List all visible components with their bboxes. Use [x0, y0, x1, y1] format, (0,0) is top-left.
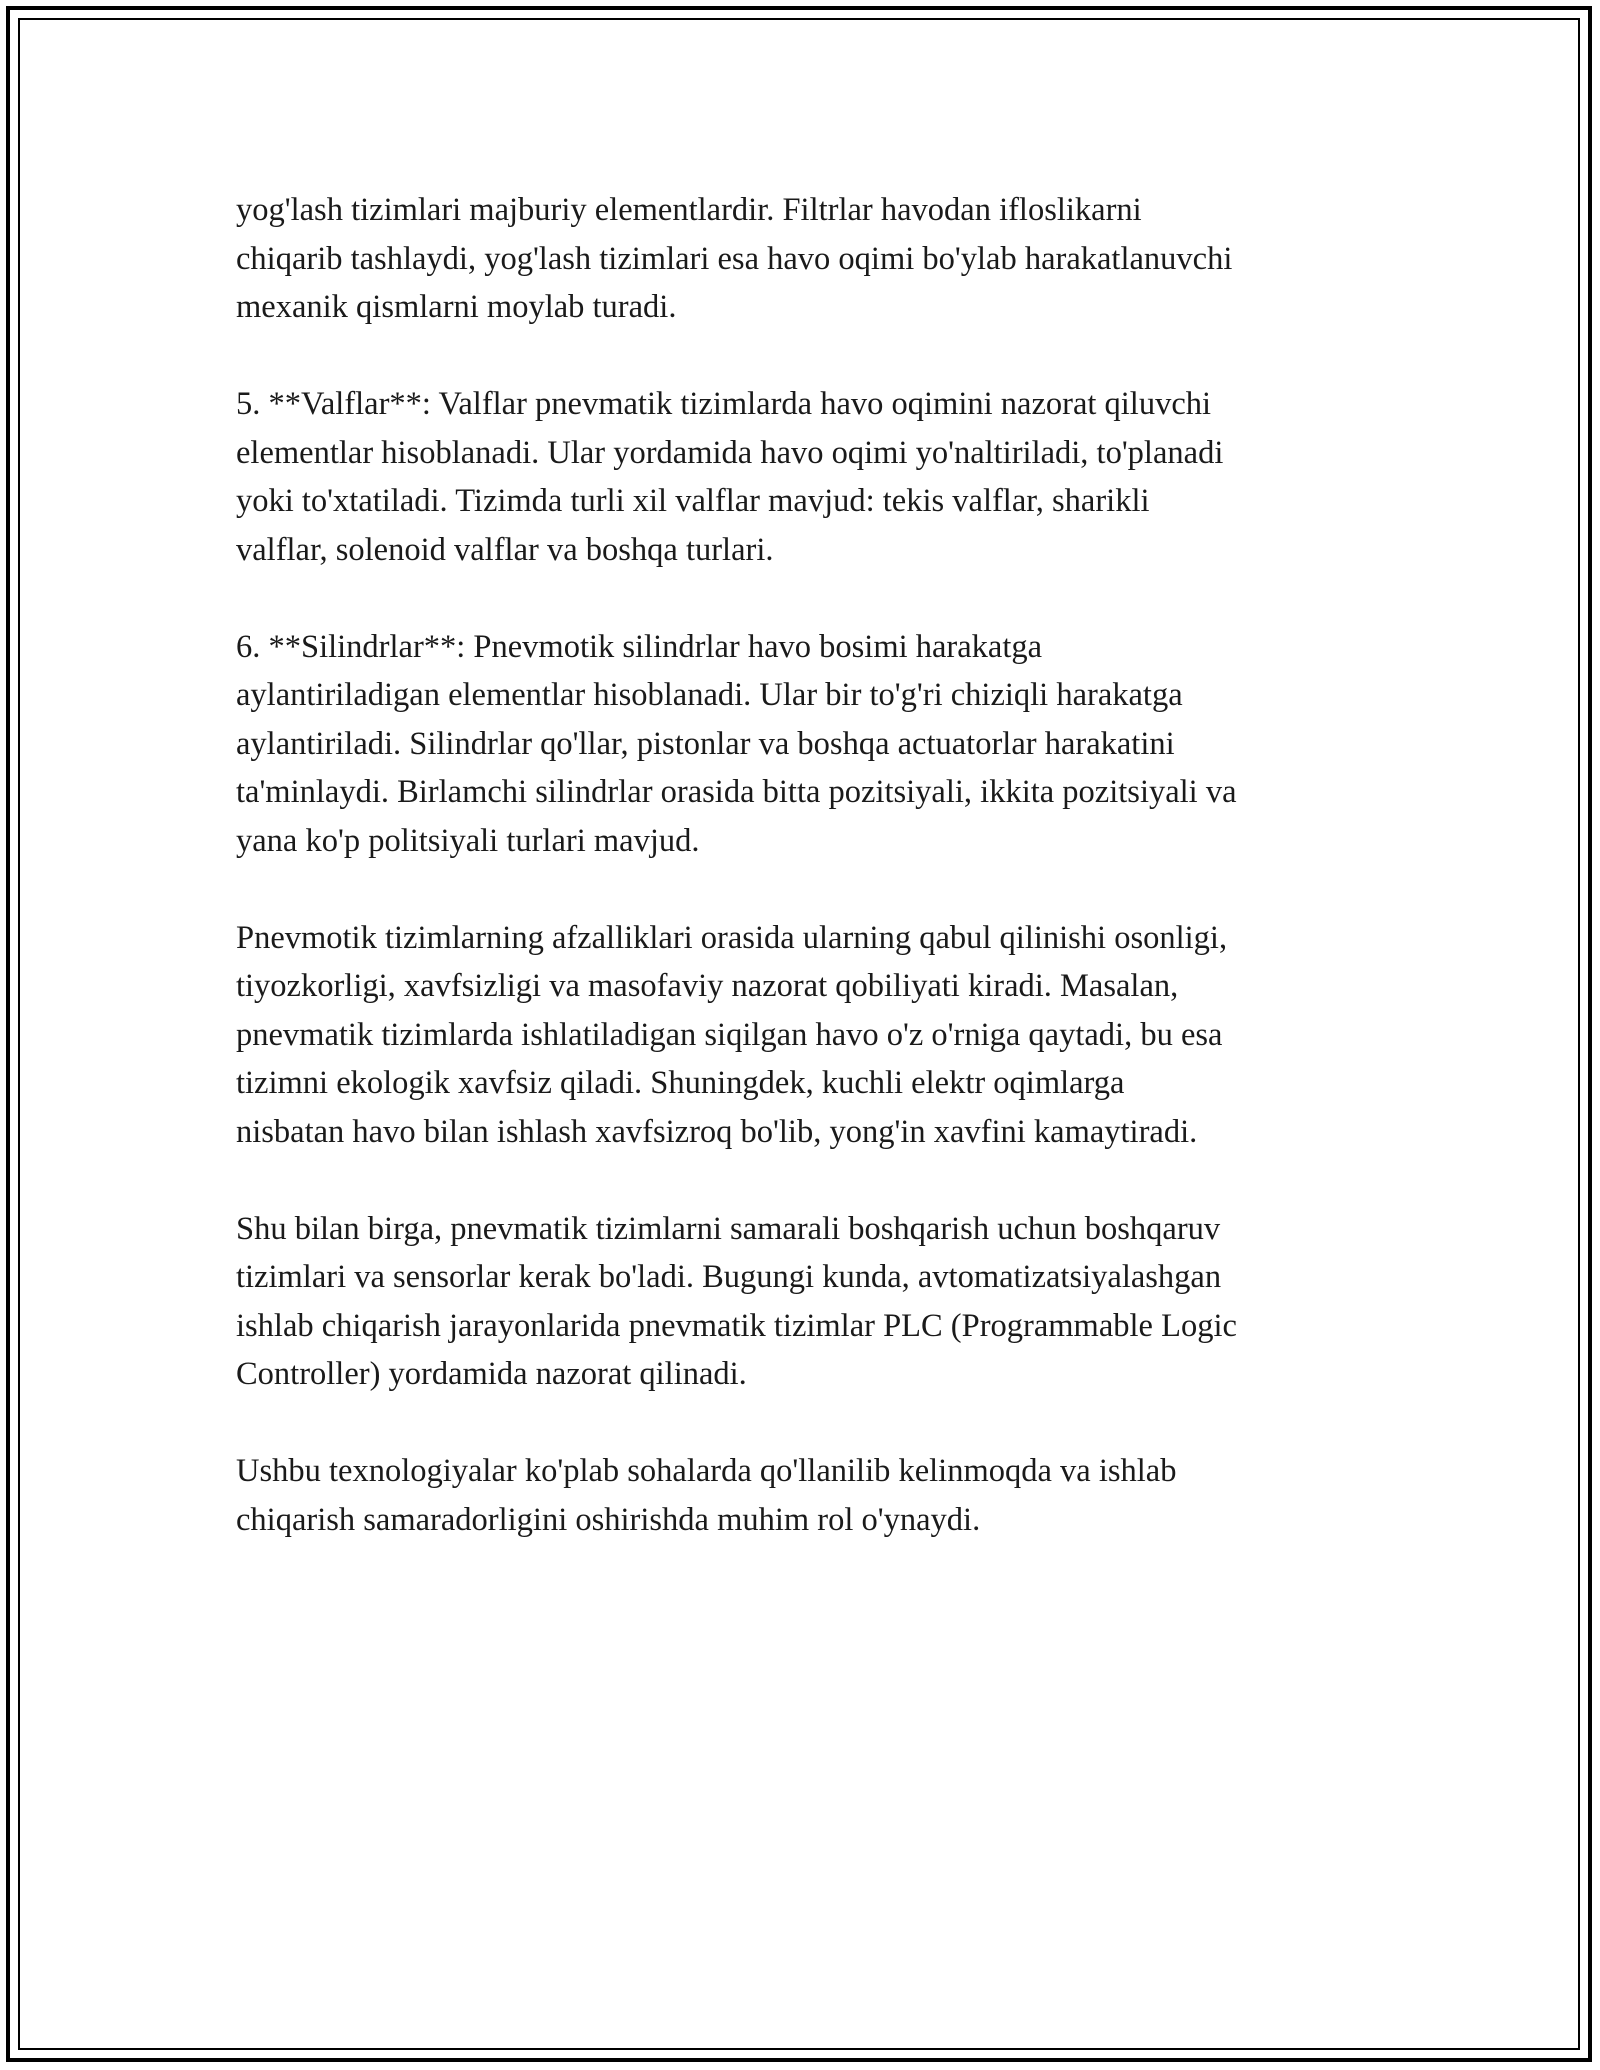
text-line: pnevmatik tizimlarda ishlatiladigan siqilgan havo o'z o'rniga qaytadi, bu esa — [236, 1016, 1223, 1053]
paragraph-control-systems — [236, 1205, 1386, 1399]
paragraph-advantages — [236, 914, 1386, 1157]
text-line: ishlab chiqarish jarayonlarida pnevmatik tizimlar PLC (Programmable Logic — [236, 1307, 1237, 1344]
text-line: mexanik qismlarni moylab turadi. — [236, 289, 677, 325]
text-line: chiqarib tashlaydi, yog'lash tizimlari esa havo oqimi bo'ylab harakatlanuvchi — [236, 240, 1233, 277]
text-line: Shu bilan birga, pnevmatik tizimlarni samarali boshqarish uchun boshqaruv — [236, 1210, 1221, 1247]
text-line: 5. **Valflar**: Valflar pnevmatik tizimlarda havo oqimini nazorat qiluvchi — [236, 386, 1212, 422]
text-line: tizimni ekologik xavfsiz qiladi. Shuningdek, kuchli elektr oqimlarga — [236, 1065, 1125, 1101]
text-line: yoki to'xtatiladi. Tizimda turli xil valflar mavjud: tekis valflar, sharikli — [236, 483, 1150, 519]
text-line: elementlar hisoblanadi. Ular yordamida havo oqimi yo'naltiriladi, to'planadi — [236, 434, 1224, 471]
text-line: aylantiriladi. Silindrlar qo'llar, pistonlar va boshqa actuatorlar harakatini — [236, 725, 1175, 762]
paragraph-conclusion — [236, 1447, 1386, 1544]
text-line: chiqarish samaradorligini oshirishda muhim rol o'ynaydi. — [236, 1501, 981, 1538]
text-line: Controller) yordamida nazorat qilinadi. — [236, 1356, 747, 1392]
text-line: tiyozkorligi, xavfsizligi va masofaviy nazorat qobiliyati kiradi. Masalan, — [236, 968, 1179, 1004]
text-line: yana ko'p politsiyali turlari mavjud. — [236, 822, 700, 859]
text-line: 6. **Silindrlar**: Pnevmotik silindrlar havo bosimi harakatga — [236, 628, 1043, 665]
text-line: ta'minlaydi. Birlamchi silindrlar orasida bitta pozitsiyali, ikkita pozitsiyali va — [236, 774, 1237, 810]
text-line: yog'lash tizimlari majburiy elementlardir. Filtrlar havodan ifloslikarni — [236, 192, 1142, 228]
paragraph-filters — [236, 186, 1386, 332]
document-body — [236, 186, 1386, 1593]
paragraph-valves — [236, 380, 1386, 574]
text-line: Ushbu texnologiyalar ko'plab sohalarda qo'llanilib kelinmoqda va ishlab — [236, 1453, 1177, 1489]
text-line: aylantiriladigan elementlar hisoblanadi. Ular bir to'g'ri chiziqli harakatga — [236, 677, 1183, 713]
text-line: Pnevmotik tizimlarning afzalliklari orasida ularning qabul qilinishi osonligi, — [236, 919, 1228, 956]
paragraph-cylinders — [236, 623, 1386, 866]
text-line: valflar, solenoid valflar va boshqa turlari. — [236, 531, 774, 568]
text-line: nisbatan havo bilan ishlash xavfsizroq bo'lib, yong'in xavfini kamaytiradi. — [236, 1113, 1198, 1150]
text-line: tizimlari va sensorlar kerak bo'ladi. Bugungi kunda, avtomatizatsiyalashgan — [236, 1259, 1222, 1295]
